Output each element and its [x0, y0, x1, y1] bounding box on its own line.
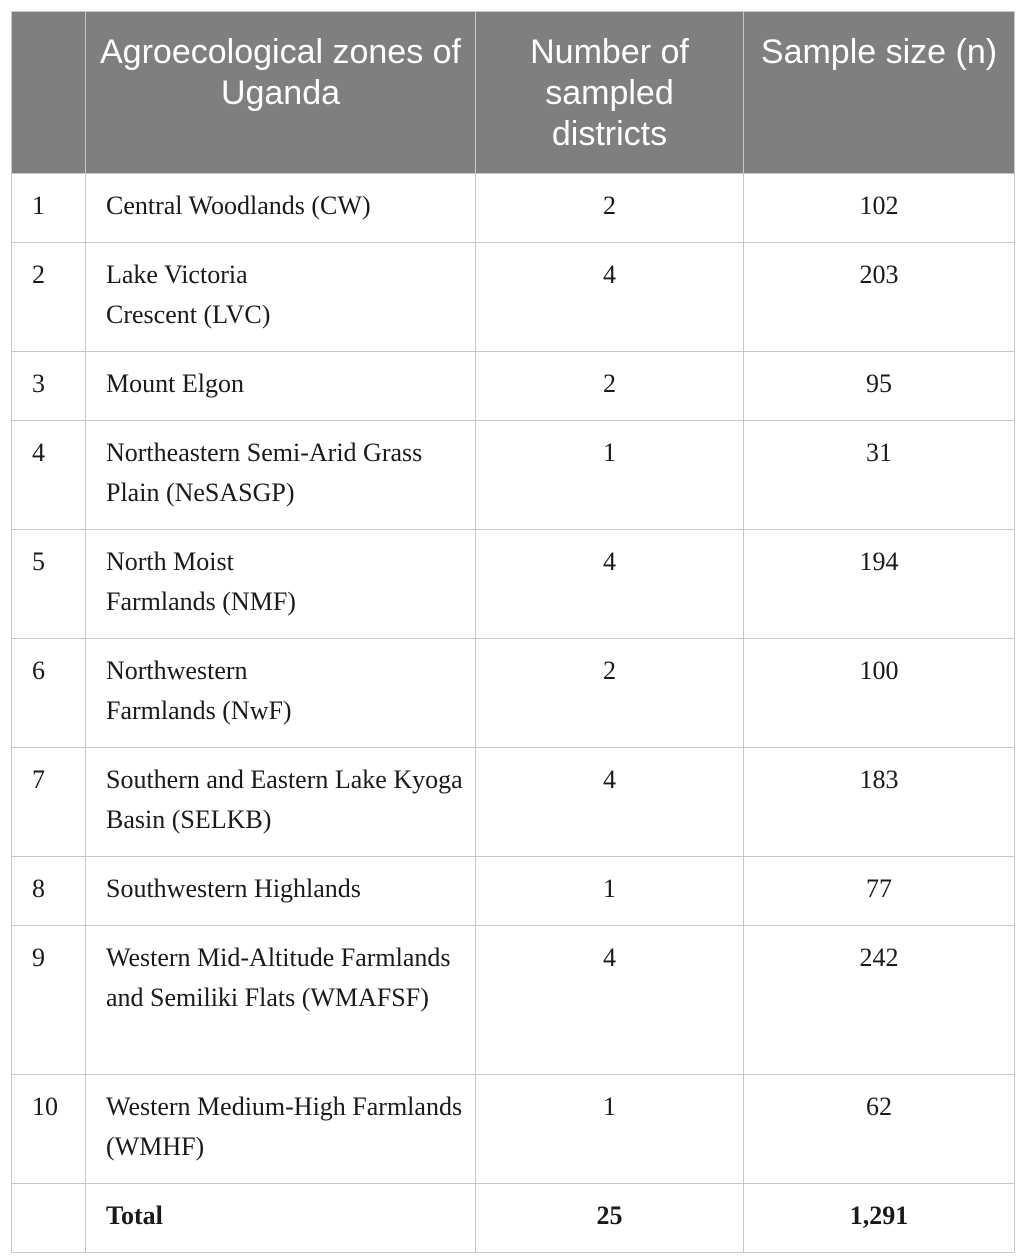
- table-row: [12, 530, 1015, 639]
- row-districts: 2: [476, 352, 744, 421]
- total-label: Total: [86, 1184, 476, 1253]
- total-districts: 25: [476, 1184, 744, 1253]
- row-sample-size: 183: [744, 748, 1015, 857]
- total-row: [12, 1184, 1015, 1253]
- row-sample-size: 77: [744, 857, 1015, 926]
- header-sample-size: Sample size (n): [744, 12, 1015, 174]
- row-sample-size: 242: [744, 926, 1015, 1075]
- row-sample-size: 102: [744, 174, 1015, 243]
- total-index: [12, 1184, 86, 1253]
- table-row: [12, 421, 1015, 530]
- row-zone: Lake Victoria Crescent (LVC): [86, 243, 476, 352]
- header-districts: Number of sampled districts: [476, 12, 744, 174]
- header-index: [12, 12, 86, 174]
- header-row: [12, 12, 1015, 174]
- row-zone: Northwestern Farmlands (NwF): [86, 639, 476, 748]
- row-districts: 1: [476, 1075, 744, 1184]
- row-index: 4: [12, 421, 86, 530]
- row-sample-size: 62: [744, 1075, 1015, 1184]
- row-zone: Mount Elgon: [86, 352, 476, 421]
- total-sample-size: 1,291: [744, 1184, 1015, 1253]
- row-zone: Western Mid-Altitude Farmlands and Semiliki Flats (WMAFSF): [86, 926, 476, 1075]
- row-districts: 4: [476, 926, 744, 1075]
- row-zone: Central Woodlands (CW): [86, 174, 476, 243]
- row-index: 10: [12, 1075, 86, 1184]
- row-zone: North Moist Farmlands (NMF): [86, 530, 476, 639]
- row-sample-size: 95: [744, 352, 1015, 421]
- table-row: [12, 748, 1015, 857]
- row-index: 8: [12, 857, 86, 926]
- row-index: 9: [12, 926, 86, 1075]
- table-row: [12, 243, 1015, 352]
- row-index: 5: [12, 530, 86, 639]
- row-sample-size: 31: [744, 421, 1015, 530]
- row-districts: 1: [476, 857, 744, 926]
- row-index: 2: [12, 243, 86, 352]
- row-districts: 2: [476, 639, 744, 748]
- header-zone: Agroecological zones of Uganda: [86, 12, 476, 174]
- table-row: [12, 857, 1015, 926]
- row-districts: 4: [476, 530, 744, 639]
- row-sample-size: 100: [744, 639, 1015, 748]
- sample-table: [11, 11, 1015, 1253]
- table-row: [12, 174, 1015, 243]
- row-districts: 2: [476, 174, 744, 243]
- row-index: 6: [12, 639, 86, 748]
- row-zone: Western Medium-High Farmlands (WMHF): [86, 1075, 476, 1184]
- row-zone: Southern and Eastern Lake Kyoga Basin (SELKB): [86, 748, 476, 857]
- row-zone: Northeastern Semi-Arid Grass Plain (NeSASGP): [86, 421, 476, 530]
- row-index: 7: [12, 748, 86, 857]
- row-sample-size: 194: [744, 530, 1015, 639]
- table-row: [12, 639, 1015, 748]
- row-index: 1: [12, 174, 86, 243]
- row-zone: Southwestern Highlands: [86, 857, 476, 926]
- row-index: 3: [12, 352, 86, 421]
- row-districts: 1: [476, 421, 744, 530]
- row-districts: 4: [476, 748, 744, 857]
- table-row: [12, 352, 1015, 421]
- table-row: [12, 1075, 1015, 1184]
- row-sample-size: 203: [744, 243, 1015, 352]
- table-row: [12, 926, 1015, 1075]
- row-districts: 4: [476, 243, 744, 352]
